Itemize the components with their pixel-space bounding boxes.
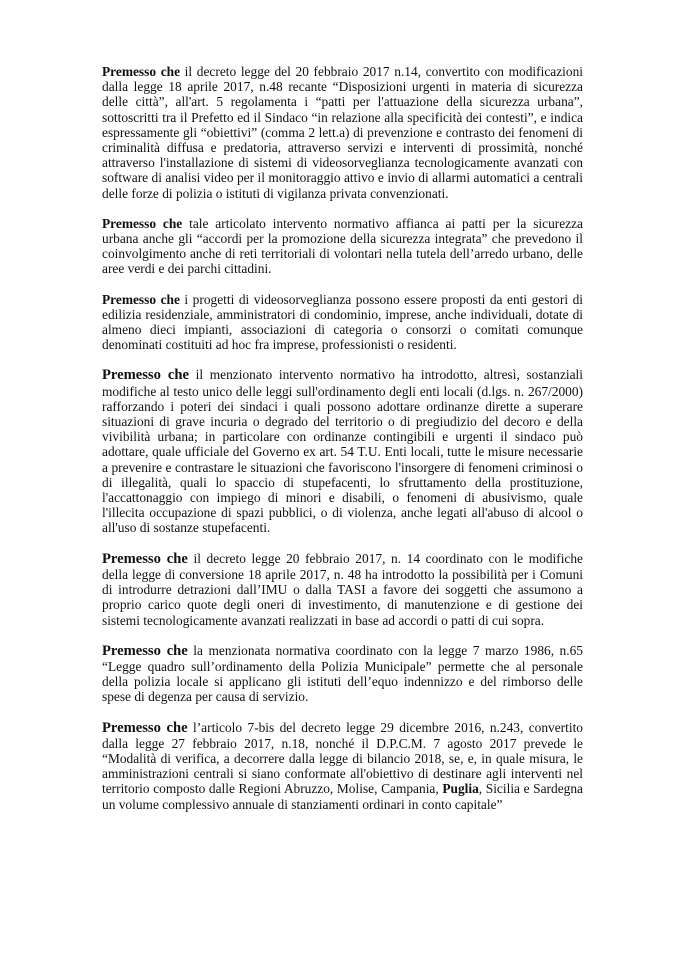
paragraph-lead: Premesso che — [102, 550, 188, 567]
paragraph-7 — [102, 720, 583, 812]
paragraph-text: la menzionata normativa coordinato con la legge 7 marzo 1986, n.65 “Legge quadro sull’ordinamento della Polizia Municipale” permette che al personale della polizia locale si applicano gli istituti dell’equo indennizzo e del rimborso delle spese di degenza per causa di servizio. — [102, 642, 583, 705]
paragraph-text: i progetti di videosorveglianza possono essere proposti da enti gestori di edilizia residenziale, amministratori di condominio, imprese, anche individuali, dotate di almeno dieci impianti, associazioni di categoria o consorzi o comitati comunque denominati costituiti ad hoc fra imprese, professionisti o residenti. — [102, 291, 583, 353]
paragraph-text: l’articolo 7-bis del decreto legge 29 dicembre 2016, n.243, convertito dalla legge 27 febbraio 2017, n.18, nonché il D.P.C.M. 7 agosto 2017 prevede le “Modalità di verifica, a decorrere dalla legge di bilancio 2018, se, e, in quale misura, le amministrazioni centrali si siano conformate all'obiettivo di destinare agli interventi nel territorio composto dalle Regioni Abruzzo, Molise, Campania, — [102, 719, 583, 797]
paragraph-lead: Premesso che — [102, 719, 188, 736]
paragraph-5 — [102, 551, 583, 628]
paragraph-text: il decreto legge del 20 febbraio 2017 n.14, convertito con modificazioni dalla legge 18 aprile 2017, n.48 recante “Disposizioni urgenti in materia di sicurezza delle città”, all'art. 5 regolamenta i “patti per l'attuazione della sicurezza urbana”, sottoscritti tra il Prefetto ed il Sindaco “in relazione alla specificità dei contesti”, e indica espressamente gli “obiettivi” (comma 2 lett.a) di prevenzione e contrasto dei fenomeni di criminalità diffusa e predatoria, attraverso servizi e interventi di prossimità, nonché attraverso l'installazione di sistemi di videosorveglianza tecnologicamente avanzati con software di analisi video per il monitoraggio attivo e invio di allarmi automatici a centrali delle forze di polizia o istituti di vigilanza privata convenzionati. — [102, 64, 583, 201]
paragraph-lead: Premesso che — [102, 64, 181, 79]
paragraph-4 — [102, 367, 583, 535]
paragraph-text: il decreto legge 20 febbraio 2017, n. 14 coordinato con le modifiche della legge di conversione 18 aprile 2017, n. 48 ha introdotto la possibilità per i Comuni di introdurre detrazioni dall’IMU o dalla TASI a favore dei soggetti che assumono a proprio carico quote degli oneri di investimento, di manutenzione e di gestione dei sistemi tecnologicamente avanzati realizzati in base ad accordi o patti di cui sopra. — [102, 550, 583, 628]
paragraph-3 — [102, 292, 583, 353]
paragraph-1 — [102, 64, 583, 201]
paragraph-text: il menzionato intervento normativo ha introdotto, altresì, sostanziali modifiche al testo unico delle leggi sull'ordinamento degli enti locali (d.lgs. n. 267/2000) rafforzando i poteri dei sindaci i quali possono adottare ordinanze dirette a superare situazioni di grave incuria o degrado del territorio o di pregiudizio del decoro e della vivibilità urbana; in particolare con ordinanze contingibili e urgenti il sindaco può adottare, quale ufficiale del Governo ex art. 54 T.U. Enti locali, tutte le misure necessarie a prevenire e contrastare le situazioni che favoriscono l'insorgere di fenomeni criminosi o di illegalità, quali lo spaccio di stupefacenti, lo sfruttamento della prostituzione, l'accattonaggio con impiego di minori e disabili, o fenomeni di abusivismo, quale l'illecita occupazione di spazi pubblici, o di violenza, anche legati all'abuso di alcool o all'uso di sostanze stupefacenti. — [102, 367, 583, 536]
paragraph-6 — [102, 643, 583, 705]
paragraph-lead: Premesso che — [102, 367, 189, 384]
paragraph-text: tale articolato intervento normativo affianca ai patti per la sicurezza urbana anche gli “accordi per la promozione della sicurezza integrata” che prevedono il coinvolgimento anche di reti territoriali di volontari nella tutela dell’arredo urbano, delle aree verdi e dei parchi cittadini. — [102, 215, 583, 277]
paragraph-lead: Premesso che — [102, 215, 183, 231]
paragraph-2 — [102, 216, 583, 277]
paragraph-text-end: , Sicilia e Sardegna un volume complessivo annuale di stanziamenti ordinari in conto capitale” — [102, 781, 583, 812]
paragraph-lead: Premesso che — [102, 291, 180, 307]
document-body — [102, 64, 583, 827]
paragraph-lead: Premesso che — [102, 642, 188, 659]
region-emphasis: Puglia — [442, 781, 479, 797]
